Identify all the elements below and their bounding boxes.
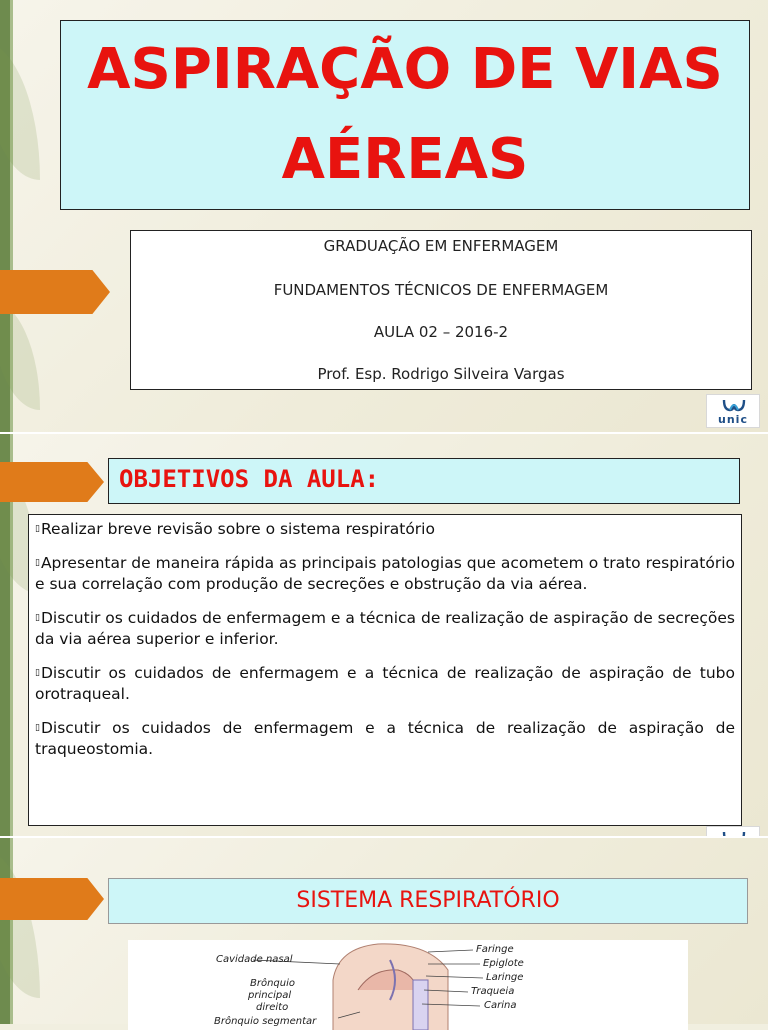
list-item: ▯ Realizar breve revisão sobre o sistema respiratório [35,519,735,540]
label-bronquio-segmentar: Brônquio segmentar [214,1016,317,1027]
slide-respiratory-system [0,838,768,1027]
course-professor: Prof. Esp. Rodrigo Silveira Vargas [317,365,565,383]
title-line-1: ASPIRAÇÃO DE VIAS [87,37,723,102]
label-faringe: Faringe [476,944,514,955]
objectives-list [28,514,742,826]
objectives-heading-box [108,458,740,504]
objectives-heading: OBJETIVOS DA AULA: [119,465,380,493]
slide-objectives [0,434,768,836]
label-laringe: Laringe [486,972,524,983]
course-subject: FUNDAMENTOS TÉCNICOS DE ENFERMAGEM [273,281,609,299]
label-traqueia: Traqueia [471,986,515,997]
label-cavidade-nasal: Cavidade nasal [216,954,293,965]
unic-logo-text: unic [718,413,748,426]
respiratory-heading: SISTEMA RESPIRATÓRIO [296,888,560,913]
course-program: GRADUAÇÃO EM ENFERMAGEM [323,237,559,255]
orange-arrow-icon [0,878,104,920]
list-item: ▯ Discutir os cuidados de enfermagem e a técnica de realização de aspiração de traqueostomia. [35,718,735,760]
label-bronquio-principal-3: direito [256,1002,289,1013]
respiratory-anatomy-drawing [128,940,688,1030]
respiratory-heading-box [108,878,748,924]
orange-arrow-icon [0,270,110,314]
list-item: ▯ Apresentar de maneira rápida as principais patologias que acometem o trato respiratório e sua correlação com produção de secreções e obstrução da via aérea. [35,553,735,595]
list-item: ▯ Discutir os cuidados de enfermagem e a técnica de realização de aspiração de tubo orotraqueal. [35,663,735,705]
course-class: AULA 02 – 2016-2 [373,323,509,341]
label-bronquio-principal-2: principal [248,990,292,1001]
label-bronquio-principal-1: Brônquio [250,978,296,989]
unic-logo [706,394,760,428]
list-item: ▯ Discutir os cuidados de enfermagem e a técnica de realização de aspiração de secreções da via aérea superior e inferior. [35,608,735,650]
unic-logo-icon [722,398,746,412]
title-box [60,20,750,210]
label-carina: Carina [484,1000,517,1011]
orange-arrow-icon [0,462,104,502]
respiratory-anatomy-image [128,940,688,1030]
slide-title [0,0,768,432]
course-info-box [130,230,752,390]
label-epiglote: Epiglote [483,958,524,969]
title-line-2: AÉREAS [281,127,529,192]
